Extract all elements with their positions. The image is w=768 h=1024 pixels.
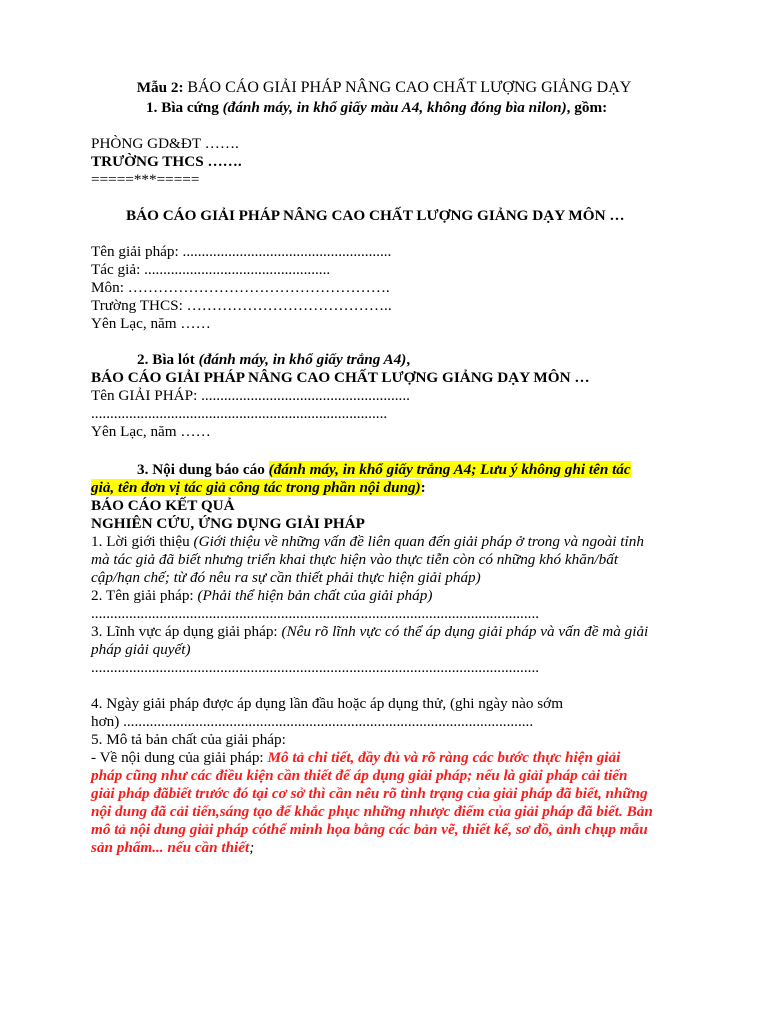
content-title-2: NGHIÊN CỨU, ỨNG DỤNG GIẢI PHÁP [91,515,365,532]
title-text: BÁO CÁO GIẢI PHÁP NÂNG CAO CHẤT LƯỢNG GIẢNG DẠY [187,79,632,96]
item-2-line: 2. Tên giải pháp: (Phải thể hiện bản chất của giải pháp) [91,587,433,604]
item-3-line-1: 3. Lĩnh vực áp dụng giải pháp: (Nêu rõ lĩnh vực có thể áp dụng giải pháp và vấn đề mà giải [91,623,649,640]
cover-field-subject: Môn: ……………………………………………. [91,279,390,296]
red-line-5: sản phẩm... nếu cần thiết; [91,839,255,856]
school-line: TRƯỜNG THCS ……. [91,153,242,170]
content-title-1: BÁO CÁO KẾT QUẢ [91,497,235,514]
cover-field-name: Tên giải pháp: ....................................................... [91,243,392,260]
cover-field-place: Yên Lạc, năm …… [91,315,211,332]
inner-cover-name: Tên GIẢI PHÁP: ....................................................... [91,387,410,404]
document-title [0,79,768,97]
section-3-heading-cont: giả, tên đơn vị tác giả công tác trong phần nội dung): [91,479,426,496]
cover-field-author: Tác giả: ................................................. [91,261,331,278]
item-5-1-line: - Về nội dung của giải pháp: Mô tả chi tiết, đầy đủ và rõ ràng các bước thực hiện giải [91,749,621,766]
item-4-line-1: 4. Ngày giải pháp được áp dụng lần đầu hoặc áp dụng thử, (ghi ngày nào sớm [91,695,564,712]
item-3-dots: ...................................................................................................................... [91,659,540,676]
section-3-heading: 3. Nội dung báo cáo (đánh máy, in khổ giấy trắng A4; Lưu ý không ghi tên tác [137,461,631,478]
red-line-2: giải pháp đãbiết trước đó tại cơ sở thì cần nêu rõ tình trạng của giải pháp đã biết, những [91,785,648,802]
item-5-heading: 5. Mô tả bản chất của giải pháp: [91,731,286,748]
item-2-dots: ...................................................................................................................... [91,605,540,622]
inner-cover-dots: .............................................................................. [91,405,388,422]
form-number: Mẫu 2: [136,79,188,96]
inner-cover-title: BÁO CÁO GIẢI PHÁP NÂNG CAO CHẤT LƯỢNG GIẢNG DẠY MÔN … [91,369,590,386]
cover-field-school: Trường THCS: ………………………………….. [91,297,392,314]
cover-report-title: BÁO CÁO GIẢI PHÁP NÂNG CAO CHẤT LƯỢNG GIẢNG DẠY MÔN … [126,207,625,224]
red-line-3: nội dung đã cải tiến,sáng tạo để khắc phục những nhược điểm của giải pháp đã biết. Bản [91,803,653,820]
section-2-heading: 2. Bìa lót (đánh máy, in khổ giấy trắng A4), [137,351,411,368]
item-1-line-1: 1. Lời giới thiệu (Giới thiệu về những vấn đề liên quan đến giải pháp ở trong và ngoài tỉnh [91,533,644,550]
item-3-line-2: pháp giải quyết) [91,641,191,658]
inner-cover-place: Yên Lạc, năm …… [91,423,211,440]
divider-line: =====***===== [91,171,200,188]
item-1-line-2: mà tác giả đã biết nhưng triển khai thực hiện vào thực tiễn còn có những khó khăn/bất [91,551,619,568]
red-line-4: mô tả nội dung giải pháp cóthể minh họa bằng các bản vẽ, thiết kế, sơ đồ, ảnh chụp mẫu [91,821,648,838]
item-4-line-2: hơn) ............................................................................................................ [91,713,534,730]
red-line-1: pháp cũng như các điều kiện cần thiết để áp dụng giải pháp; nếu là giải pháp cải tiến [91,767,628,784]
section-1-heading: 1. Bìa cứng (đánh máy, in khổ giấy màu A4, không đóng bìa nilon), gồm: [146,99,608,116]
dept-line: PHÒNG GD&ĐT ……. [91,135,239,152]
item-1-line-3: cập/hạn chế; từ đó nêu ra sự cần thiết phải thực hiện giải pháp) [91,569,481,586]
